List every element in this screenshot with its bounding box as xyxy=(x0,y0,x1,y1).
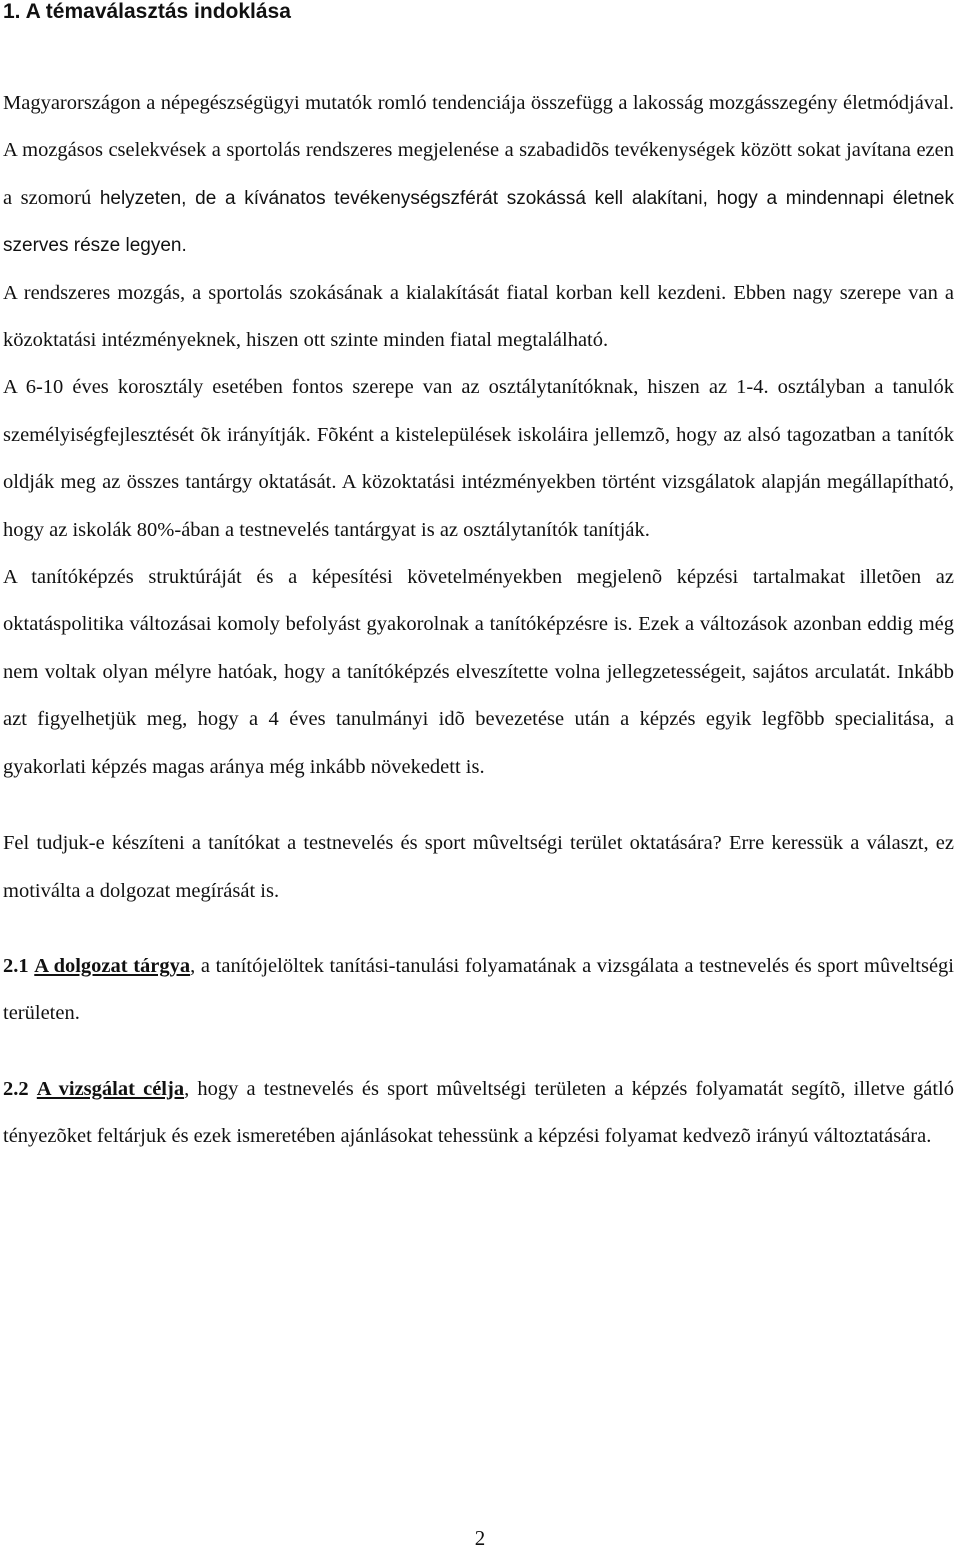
aim-text: , hogy a testnevelés és sport mûveltségi területen a képzés folyamatát segítõ, illetve gátló tényezõket feltárjuk és ezek ismeretében ajánlásokat tehessünk a képzési folyamat kedvezõ irányú változtatására. xyxy=(3,1077,954,1148)
section-heading: 1. A témaválasztás indoklása xyxy=(3,0,291,23)
paragraph-school-role: A rendszeres mozgás, a sportolás szokásának a kialakítását fiatal korban kell kezdeni. Ebben nagy szerepe van a közoktatási intézményeknek, hiszen ott szinte minden fiatal megtalálható. xyxy=(3,281,954,352)
aim-title: A vizsgálat célja xyxy=(36,1077,185,1100)
aim-number: 2.2 xyxy=(3,1077,29,1100)
paragraph-intro-sentence-1: Magyarországon a népegészségügyi mutatók romló tendenciája összefügg a lakosság mozgásszegény életmódjával. xyxy=(3,92,954,114)
paragraph-subject xyxy=(3,943,954,1038)
paragraph-research-question: Fel tudjuk-e készíteni a tanítókat a testnevelés és sport mûveltségi terület oktatására? Erre keressük a választ, ez motiválta a dolgozat megírását is. xyxy=(3,832,954,902)
paragraph-teacher-training: A tanítóképzés struktúráját és a képesítési követelményekben megjelenõ képzési tartalmakat illetõen az oktatáspolitika változásai komoly befolyást gyakorolnak a tanítóképzésre is. Ezek a változások azonban eddig még nem voltak olyan mélyre hatóak, hogy a tanítóképzés elveszítette volna jellegzetességeit, sajátos arculatát. Inkább azt figyelhetjük meg, hogy a 4 éves tanulmányi idõ bevezetése után a képzés egyik legfõbb specialitása, a gyakorlati képzés magas aránya még inkább növekedett is. xyxy=(3,566,954,778)
paragraph-intro-sentence-2: A mozgásos cselekvések a sportolás rendszeres megjelenése a szabadidõs tevékenységek között sokat javítana ezen a szomorú xyxy=(3,139,954,209)
subject-title: A dolgozat tárgya xyxy=(34,954,191,977)
paragraph-aim xyxy=(3,1066,954,1161)
paragraph-intro xyxy=(3,80,954,270)
paragraph-intro-sentence-3: helyzeten, de a kívánatos tevékenységszférát szokássá kell alakítani, hogy a mindennapi életnek szerves része legyen. xyxy=(3,187,954,257)
subject-number: 2.1 xyxy=(3,954,29,977)
subject-text: , a tanítójelöltek tanítási-tanulási folyamatának a vizsgálata a testnevelés és sport mûveltségi területen. xyxy=(3,954,955,1025)
page-number: 2 xyxy=(474,1526,486,1550)
paragraph-class-teachers: A 6-10 éves korosztály esetében fontos szerepe van az osztálytanítóknak, hiszen az 1-4. osztályban a tanulók személyiségfejlesztését õk irányítják. Fõként a kistelepülések iskoláira jellemzõ, hogy az alsó tagozatban a tanítók oldják meg az összes tantárgy oktatását. A közoktatási intézményekben történt vizsgálatok alapján megállapítható, hogy az iskolák 80%-ában a testnevelés tantárgyat is az osztálytanítók tanítják. xyxy=(3,376,954,541)
